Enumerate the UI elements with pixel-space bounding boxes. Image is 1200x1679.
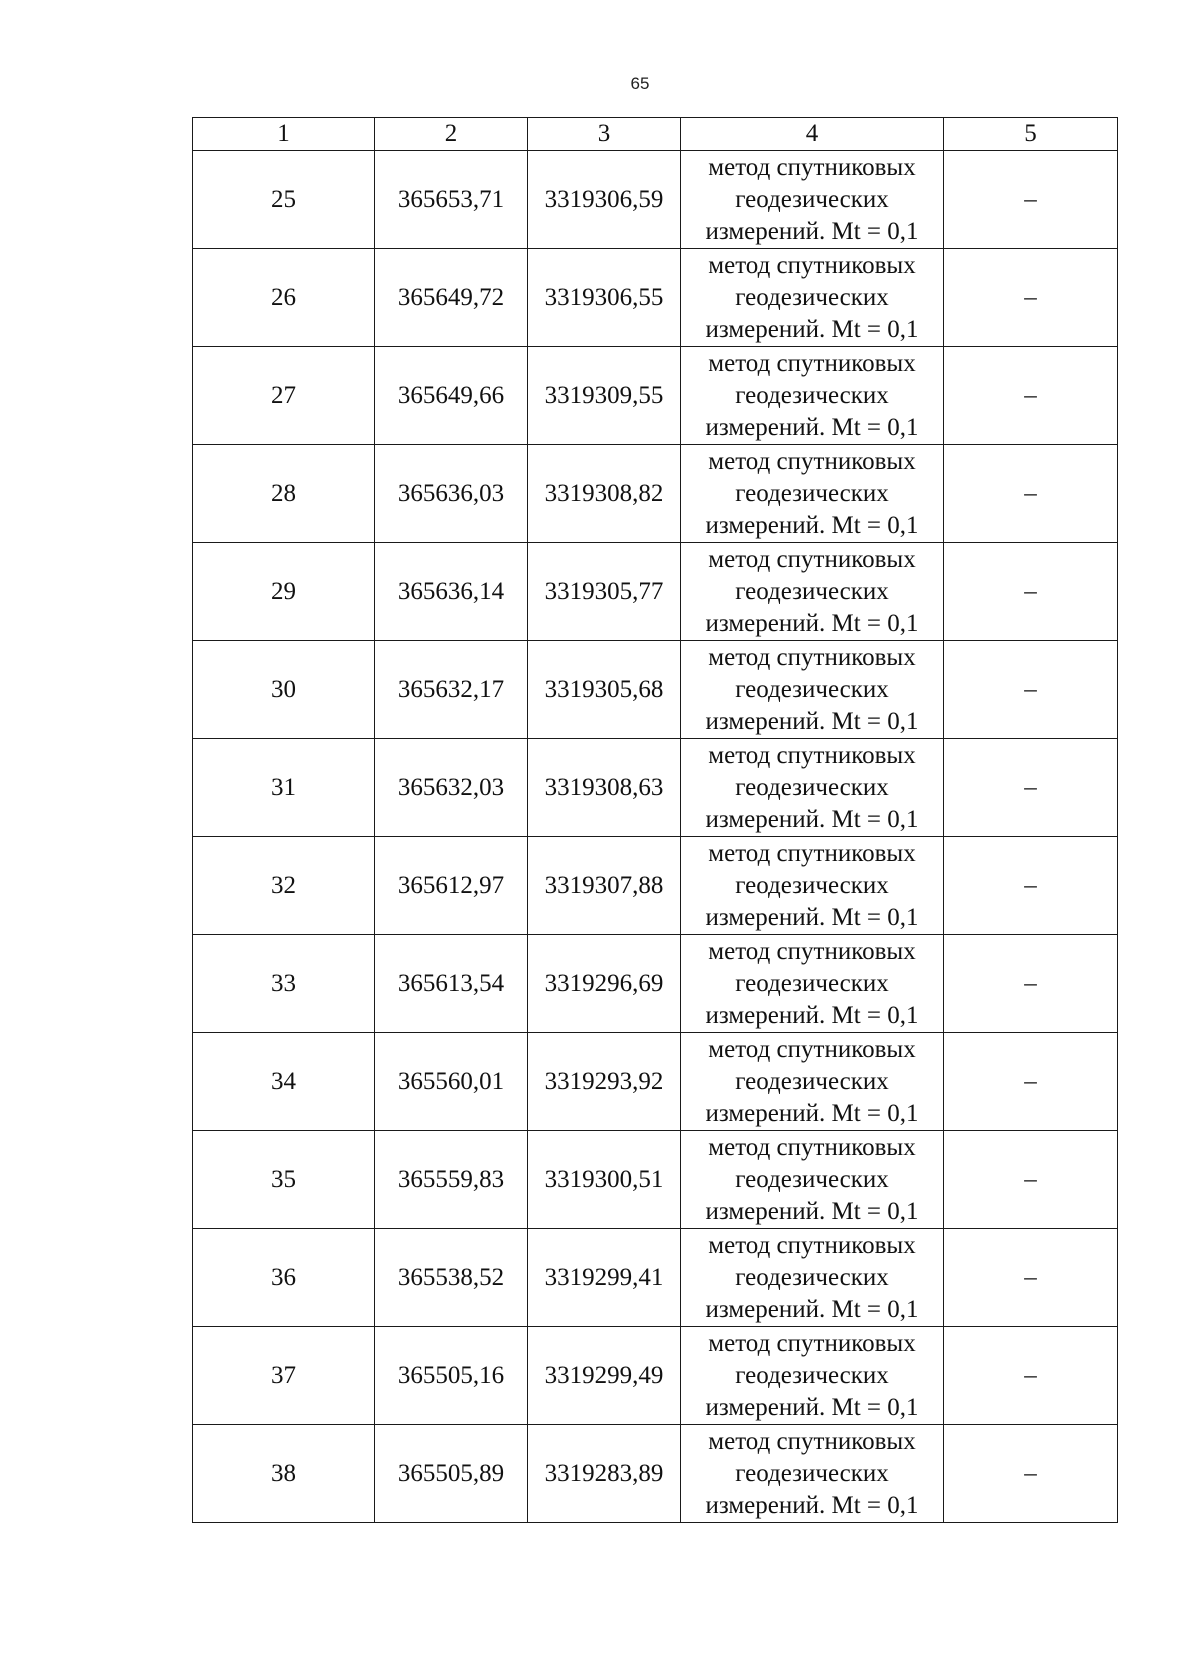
coord-x: 365632,17	[375, 641, 528, 739]
method-line-2: геодезических	[735, 1459, 889, 1487]
coord-y: 3319308,82	[528, 445, 681, 543]
coord-x: 365636,03	[375, 445, 528, 543]
point-number: 32	[193, 837, 375, 935]
method-line-1: метод спутниковых	[708, 1133, 916, 1161]
coord-x: 365649,66	[375, 347, 528, 445]
note-cell: –	[944, 151, 1118, 249]
method-line-2: геодезических	[735, 675, 889, 703]
method-line-3: измерений. Mt = 0,1	[705, 1099, 919, 1127]
method-line-3: измерений. Mt = 0,1	[705, 413, 919, 441]
method-line-1: метод спутниковых	[708, 1231, 916, 1259]
table-row	[193, 1425, 1118, 1523]
coord-x: 365560,01	[375, 1033, 528, 1131]
page-number: 65	[630, 74, 650, 93]
method-line-1: метод спутниковых	[708, 349, 916, 377]
note-cell: –	[944, 1033, 1118, 1131]
method-cell	[681, 347, 944, 445]
coord-y: 3319283,89	[528, 1425, 681, 1523]
coord-y: 3319307,88	[528, 837, 681, 935]
header-col-3: 3	[528, 118, 681, 151]
method-cell	[681, 1033, 944, 1131]
point-number: 30	[193, 641, 375, 739]
table-row	[193, 249, 1118, 347]
coord-x: 365505,89	[375, 1425, 528, 1523]
coord-y: 3319300,51	[528, 1131, 681, 1229]
method-line-2: геодезических	[735, 381, 889, 409]
note-cell: –	[944, 445, 1118, 543]
point-number: 38	[193, 1425, 375, 1523]
method-line-1: метод спутниковых	[708, 741, 916, 769]
coord-y: 3319305,68	[528, 641, 681, 739]
table-row	[193, 1131, 1118, 1229]
method-line-3: измерений. Mt = 0,1	[705, 903, 919, 931]
method-cell	[681, 1131, 944, 1229]
note-cell: –	[944, 935, 1118, 1033]
note-cell: –	[944, 1425, 1118, 1523]
method-line-1: метод спутниковых	[708, 1035, 916, 1063]
note-cell: –	[944, 249, 1118, 347]
coord-y: 3319308,63	[528, 739, 681, 837]
method-line-2: геодезических	[735, 1165, 889, 1193]
note-cell: –	[944, 641, 1118, 739]
method-line-1: метод спутниковых	[708, 643, 916, 671]
method-line-1: метод спутниковых	[708, 447, 916, 475]
method-cell	[681, 543, 944, 641]
table-row	[193, 1327, 1118, 1425]
header-col-5: 5	[944, 118, 1118, 151]
point-number: 36	[193, 1229, 375, 1327]
method-cell	[681, 739, 944, 837]
method-line-3: измерений. Mt = 0,1	[705, 217, 919, 245]
method-line-2: геодезических	[735, 1067, 889, 1095]
header-col-2: 2	[375, 118, 528, 151]
coord-y: 3319306,55	[528, 249, 681, 347]
table-row	[193, 739, 1118, 837]
point-number: 27	[193, 347, 375, 445]
coord-x: 365636,14	[375, 543, 528, 641]
table-body	[193, 151, 1118, 1523]
coord-y: 3319299,41	[528, 1229, 681, 1327]
method-cell	[681, 1327, 944, 1425]
coord-x: 365653,71	[375, 151, 528, 249]
coordinates-table	[192, 117, 1118, 1523]
method-line-3: измерений. Mt = 0,1	[705, 1295, 919, 1323]
note-cell: –	[944, 543, 1118, 641]
coord-y: 3319309,55	[528, 347, 681, 445]
coord-x: 365613,54	[375, 935, 528, 1033]
table-row	[193, 445, 1118, 543]
coord-x: 365538,52	[375, 1229, 528, 1327]
point-number: 31	[193, 739, 375, 837]
method-line-2: геодезических	[735, 871, 889, 899]
method-cell	[681, 1229, 944, 1327]
note-cell: –	[944, 739, 1118, 837]
method-line-2: геодезических	[735, 1361, 889, 1389]
method-line-3: измерений. Mt = 0,1	[705, 1001, 919, 1029]
method-line-1: метод спутниковых	[708, 1427, 916, 1455]
method-line-2: геодезических	[735, 185, 889, 213]
header-col-4: 4	[681, 118, 944, 151]
coord-x: 365632,03	[375, 739, 528, 837]
method-line-2: геодезических	[735, 577, 889, 605]
point-number: 35	[193, 1131, 375, 1229]
point-number: 34	[193, 1033, 375, 1131]
method-line-2: геодезических	[735, 773, 889, 801]
method-line-3: измерений. Mt = 0,1	[705, 609, 919, 637]
note-cell: –	[944, 1327, 1118, 1425]
table-row	[193, 151, 1118, 249]
table-row	[193, 837, 1118, 935]
coord-x: 365612,97	[375, 837, 528, 935]
point-number: 37	[193, 1327, 375, 1425]
method-line-3: измерений. Mt = 0,1	[705, 511, 919, 539]
method-cell	[681, 641, 944, 739]
method-line-1: метод спутниковых	[708, 1329, 916, 1357]
header-col-1: 1	[193, 118, 375, 151]
method-line-1: метод спутниковых	[708, 545, 916, 573]
table-row	[193, 1229, 1118, 1327]
method-line-2: геодезических	[735, 969, 889, 997]
method-cell	[681, 1425, 944, 1523]
method-line-3: измерений. Mt = 0,1	[705, 1197, 919, 1225]
coord-x: 365649,72	[375, 249, 528, 347]
table-row	[193, 347, 1118, 445]
method-line-3: измерений. Mt = 0,1	[705, 707, 919, 735]
method-line-2: геодезических	[735, 283, 889, 311]
point-number: 25	[193, 151, 375, 249]
method-line-1: метод спутниковых	[708, 153, 916, 181]
note-cell: –	[944, 1229, 1118, 1327]
coord-x: 365505,16	[375, 1327, 528, 1425]
method-line-1: метод спутниковых	[708, 251, 916, 279]
method-line-2: геодезических	[735, 1263, 889, 1291]
method-line-1: метод спутниковых	[708, 839, 916, 867]
method-line-3: измерений. Mt = 0,1	[705, 805, 919, 833]
method-cell	[681, 837, 944, 935]
method-line-3: измерений. Mt = 0,1	[705, 1393, 919, 1421]
point-number: 26	[193, 249, 375, 347]
point-number: 33	[193, 935, 375, 1033]
method-cell	[681, 151, 944, 249]
table-row	[193, 935, 1118, 1033]
method-line-1: метод спутниковых	[708, 937, 916, 965]
method-line-3: измерений. Mt = 0,1	[705, 1491, 919, 1519]
method-cell	[681, 935, 944, 1033]
coord-y: 3319306,59	[528, 151, 681, 249]
header-row	[193, 118, 1118, 151]
coord-y: 3319293,92	[528, 1033, 681, 1131]
point-number: 29	[193, 543, 375, 641]
note-cell: –	[944, 837, 1118, 935]
table-row	[193, 1033, 1118, 1131]
coord-y: 3319305,77	[528, 543, 681, 641]
point-number: 28	[193, 445, 375, 543]
note-cell: –	[944, 347, 1118, 445]
method-cell	[681, 445, 944, 543]
note-cell: –	[944, 1131, 1118, 1229]
coord-x: 365559,83	[375, 1131, 528, 1229]
table-row	[193, 543, 1118, 641]
table-header	[193, 118, 1118, 151]
method-line-3: измерений. Mt = 0,1	[705, 315, 919, 343]
method-cell	[681, 249, 944, 347]
method-line-2: геодезических	[735, 479, 889, 507]
coord-y: 3319296,69	[528, 935, 681, 1033]
table-row	[193, 641, 1118, 739]
coord-y: 3319299,49	[528, 1327, 681, 1425]
